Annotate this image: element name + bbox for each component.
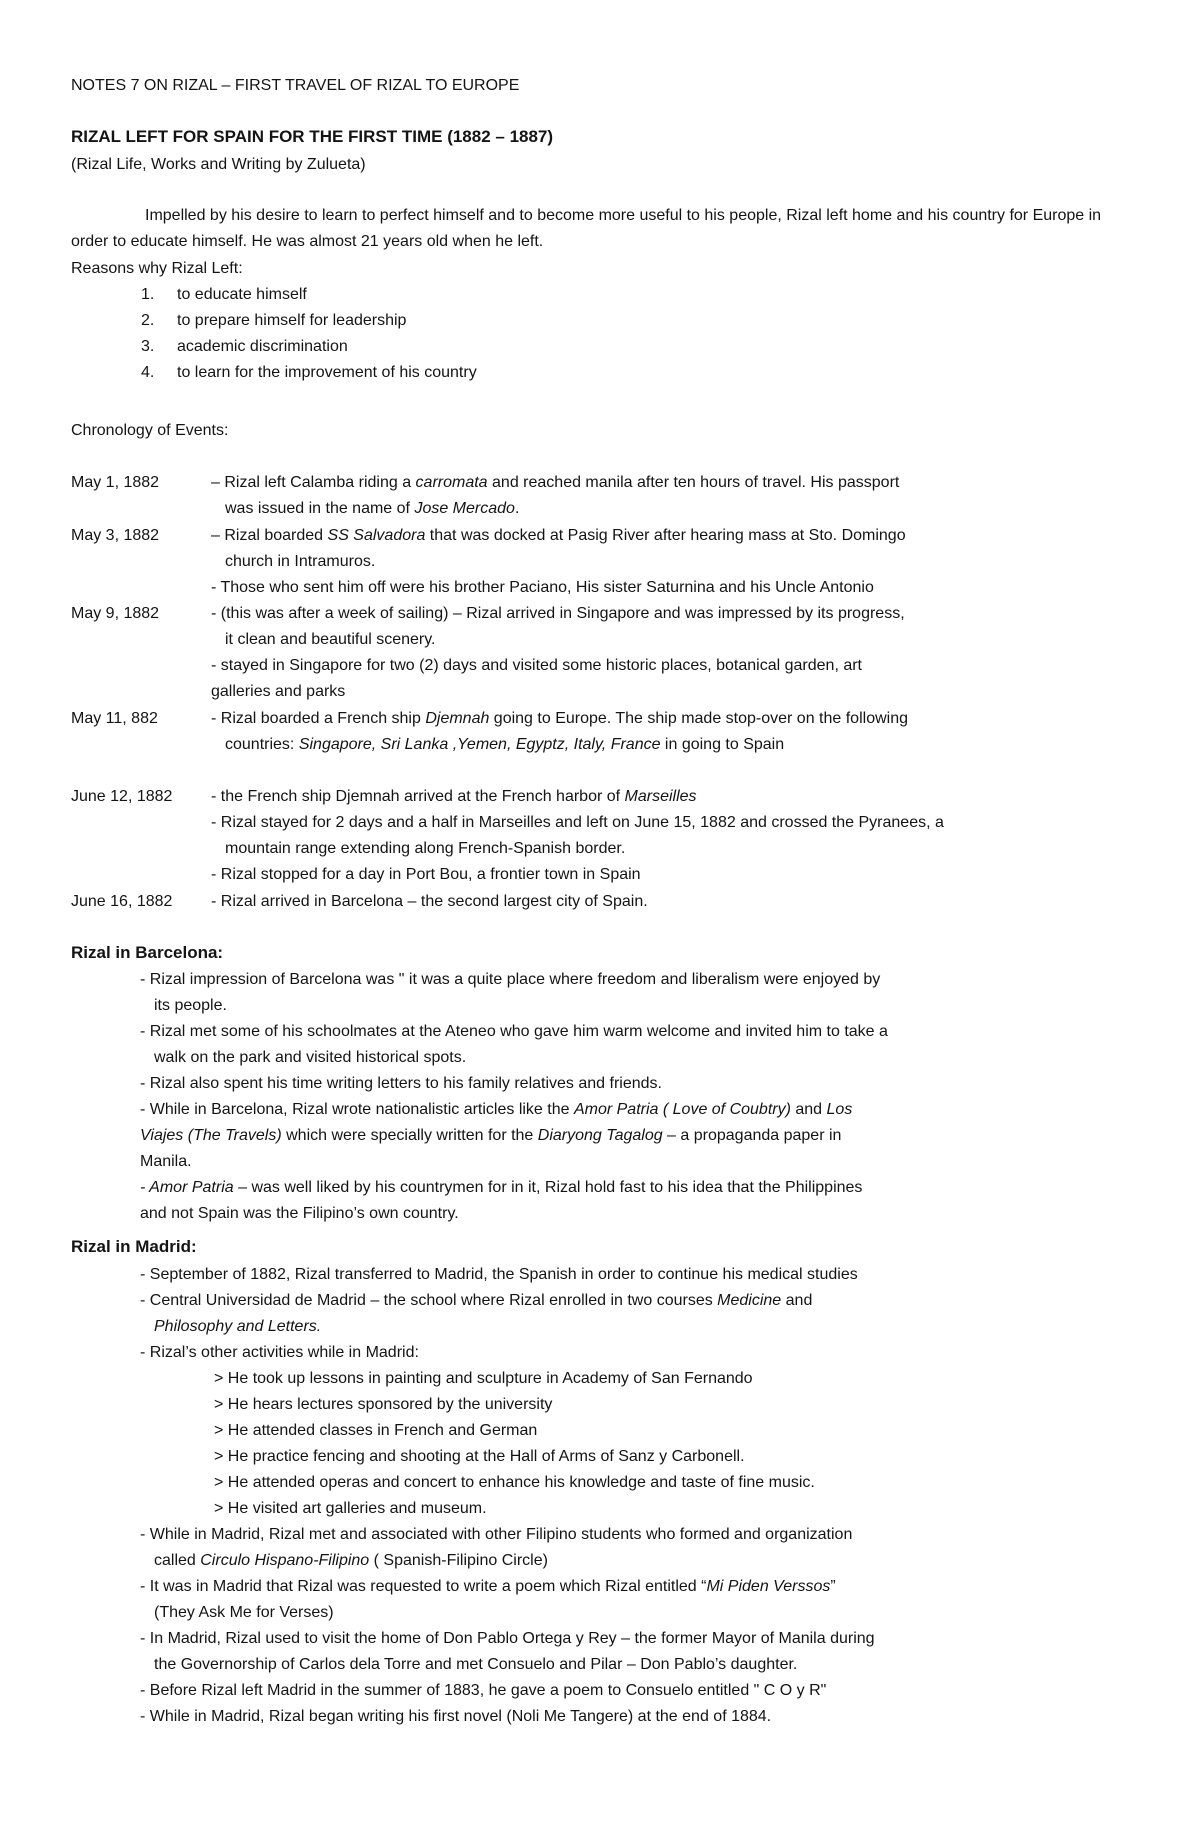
list-item: > He attended classes in French and German bbox=[214, 1422, 538, 1439]
reasons-title: Reasons why Rizal Left: bbox=[71, 260, 243, 277]
list-item: > He hears lectures sponsored by the university bbox=[214, 1396, 553, 1413]
document-page: NOTES 7 ON RIZAL – FIRST TRAVEL OF RIZAL TO EUROPE RIZAL LEFT FOR SPAIN FOR THE FIRST TIME (1882 – 1887) (Rizal Life, Works and Writing by Zulueta) Impelled by his desire to learn to perfect himself and to become more useful to his people, Rizal left home and his country for Europe in order to educate himself. He was almost 21 years old when he left. Reasons why Rizal Left: 1. to educate himself 2. to prepare himself for leadership 3. academic discrimination 4. to learn for the improvement of his country Chronology of Events: May 1, 1882 – Rizal left Calamba riding a carromata and reached manila after ten hours of travel. His passport was issued in the name of Jose Mercado. May 3, 1882 – Rizal boarded SS Salvadora that was docked at Pasig River after hearing mass at Sto. Domingo church in Intramuros. - Those who sent him off were his brother Paciano, His sister Saturnina and his Uncle Antonio May 9, 1882 - (this was after a week of sailing) – Rizal arrived in Singapore and was impressed by its progress, it clean and beautiful scenery. - stayed in Singapore for two (2) days and visited some historic places, botanical garden, art galleries and parks May 11, 882 - Rizal boarded a French ship Djemnah going to Europe. The ship made stop-over on the following countries: Singapore, Sri Lanka ,Yemen, Egyptz, Italy, France in going to Spain June 12, 1882 - the French ship Djemnah arrived at the French harbor of Marseilles - Rizal stayed for 2 days and a half in Marseilles and left on June 15, 1882 and crossed the Pyranees, a mountain range extending along French-Spanish border. - Rizal stopped for a day in Port Bou, a frontier town in Spain June 16, 1882 - Rizal arrived in Barcelona – the second largest city of Spain. Rizal in Barcelona: - Rizal impression of Barcelona was " it was a quite place where freedom and liberalism were enjoyed by its people. - Rizal met some of his schoolmates at the Ateneo who gave him warm welcome and invited him to take a walk on the park and visited historical spots. - Rizal also spent his time writing letters to his family relatives and friends. - While in Barcelona, Rizal wrote nationalistic articles like the Amor Patria ( Love of Coubtry) and Los Viajes (The Travels) which were specially written for the Diaryong Tagalog – a propaganda paper in Manila. - Amor Patria – was well liked by his countrymen for in it, Rizal hold fast to his idea that the Philippines and not Spain was the Filipino’s own country. Rizal in Madrid: - September of 1882, Rizal transferred to Madrid, the Spanish in order to continue his medical studies - Central Universidad de Madrid – the school where Rizal enrolled in two courses Medicine and Philosophy and Letters. - Rizal’s other activities while in Madrid: > He took up lessons in painting and sculpture in Academy of San Fernando > He hears lectures sponsored by the university > He attended classes in French and German > He practice fencing and shooting at the Hall of Arms of Sanz y Carbonell. > He attended operas and concert to enhance his knowledge and taste of fine music. > He visited art galleries and museum. - While in Madrid, Rizal met and associated with other Filipino students who formed and organization called Circulo Hispano-Filipino ( Spanish-Filipino Circle) - It was in Madrid that Rizal was requested to write a poem which Rizal entitled “Mi Piden Verssos” (They Ask Me for Verses) - In Madrid, Rizal used to visit the home of Don Pablo Ortega y Rey – the former Mayor of Manila during the Governorship of Carlos dela Torre and met Consuelo and Pilar – Don Pablo’s daughter. - Before Rizal left Madrid in the summer of 1883, he gave a poem to Consuelo entitled " C O y R" - While in Madrid, Rizal began writing his first novel (Noli Me Tangere) at the end of 1884. bbox=[0, 0, 1200, 1835]
list-item: > He took up lessons in painting and sculpture in Academy of San Fernando bbox=[214, 1370, 753, 1387]
madrid-heading: Rizal in Madrid: bbox=[71, 1237, 197, 1256]
madrid-section: - September of 1882, Rizal transferred to Madrid, the Spanish in order to continue his medical studies - Central Universidad de Madrid – the school where Rizal enrolled in two courses Medicine and Philosophy and Letters. - Rizal’s other activities while in Madrid: > He took up lessons in painting and sculpture in Academy of San Fernando > He hears lectures sponsored by the university > He attended classes in French and German > He practice fencing and shooting at the Hall of Arms of Sanz y Carbonell. > He attended operas and concert to enhance his knowledge and taste of fine music. > He visited art galleries and museum. - While in Madrid, Rizal met and associated with other Filipino students who formed and organization called Circulo Hispano-Filipino ( Spanish-Filipino Circle) - It was in Madrid that Rizal was requested to write a poem which Rizal entitled “Mi Piden Verssos” (They Ask Me for Verses) - In Madrid, Rizal used to visit the home of Don Pablo Ortega y Rey – the former Mayor of Manila during the Governorship of Carlos dela Torre and met Consuelo and Pilar – Don Pablo’s daughter. - Before Rizal left Madrid in the summer of 1883, he gave a poem to Consuelo entitled " C O y R" - While in Madrid, Rizal began writing his first novel (Noli Me Tangere) at the end of 1884. bbox=[140, 1262, 1140, 1730]
list-item: 4. to learn for the improvement of his country bbox=[141, 364, 477, 381]
barcelona-section: - Rizal impression of Barcelona was " it was a quite place where freedom and liberalism were enjoyed by its people. - Rizal met some of his schoolmates at the Ateneo who gave him warm welcome and invited him to take a walk on the park and visited historical spots. - Rizal also spent his time writing letters to his family relatives and friends. - While in Barcelona, Rizal wrote nationalistic articles like the Amor Patria ( Love of Coubtry) and Los Viajes (The Travels) which were specially written for the Diaryong Tagalog – a propaganda paper in Manila. - Amor Patria – was well liked by his countrymen for in it, Rizal hold fast to his idea that the Philippines and not Spain was the Filipino’s own country. bbox=[140, 971, 888, 1222]
event-date: May 11, 882 bbox=[71, 710, 158, 727]
event-date: May 3, 1882 bbox=[71, 527, 160, 544]
list-item: > He visited art galleries and museum. bbox=[214, 1500, 487, 1517]
reasons-list bbox=[141, 282, 477, 386]
barcelona-heading: Rizal in Barcelona: bbox=[71, 943, 224, 962]
section-heading: RIZAL LEFT FOR SPAIN FOR THE FIRST TIME (1882 – 1887) bbox=[71, 127, 554, 146]
list-item: 2. to prepare himself for leadership bbox=[141, 312, 407, 329]
document-label: NOTES 7 ON RIZAL – FIRST TRAVEL OF RIZAL TO EUROPE bbox=[71, 77, 520, 94]
list-item: > He attended operas and concert to enhance his knowledge and taste of fine music. bbox=[214, 1474, 815, 1491]
intro-paragraph: Impelled by his desire to learn to perfect himself and to become more useful to his people, Rizal left home and his country for Europe in order to educate himself. He was almost 21 years old when he left. bbox=[71, 207, 1102, 250]
event-date: June 16, 1882 bbox=[71, 893, 173, 910]
event-date: May 1, 1882 bbox=[71, 474, 160, 491]
chronology-title: Chronology of Events: bbox=[71, 422, 229, 439]
list-item: 3. academic discrimination bbox=[141, 338, 348, 355]
event-date: May 9, 1882 bbox=[71, 605, 160, 622]
list-item: > He practice fencing and shooting at the Hall of Arms of Sanz y Carbonell. bbox=[214, 1448, 745, 1465]
source-citation: (Rizal Life, Works and Writing by Zulueta) bbox=[71, 156, 366, 173]
list-item: 1. to educate himself bbox=[141, 286, 307, 303]
event-date: June 12, 1882 bbox=[71, 788, 173, 805]
